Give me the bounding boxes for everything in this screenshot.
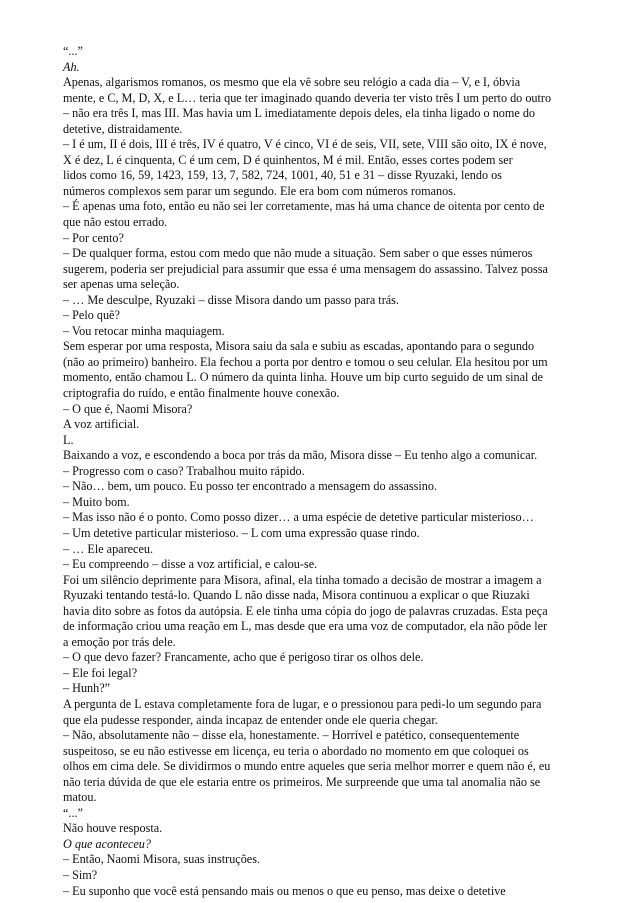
text-line: que não estou errado. [63,215,168,230]
text-line: O que aconteceu? [63,836,151,851]
text-line: A voz artificial. [63,417,140,432]
text-line: olhos em cima dele. Se dividirmos o mundo entre aqueles que seria melhor morrer e quem não é, eu [63,759,551,774]
text-line: “...” [63,805,83,820]
text-line: não teria dúvida de que ele estaria entre os primeiros. Me surpreende que uma tal anomalia não se [63,774,541,789]
text-line: – Hunh?” [63,681,111,696]
text-line: detetive, distraidamente. [63,121,183,136]
text-line: (não ao primeiro) banheiro. Ela fechou a porta por dentro e tomou o seu celular. Ela hesitou por um [63,354,548,369]
text-line: havia dito sobre as fotos da autópsia. E ele tinha uma cópia do jogo de palavras cruzadas. Esta peça [63,603,548,618]
text-line: Ryuzaki tentando testá-lo. Quando L não disse nada, Misora continuou a explicar o que Riuzaki [63,588,530,603]
text-line: – Muito bom. [63,494,130,509]
text-line: Baixando a voz, e escondendo a boca por trás da mão, Misora disse – Eu tenho algo a comunicar. [63,448,538,463]
text-line: que ela pudesse responder, ainda incapaz de entender onde ele queria chegar. [63,712,438,727]
text-line: mente, e C, M, D, X, e L… teria que ter imaginado quando deveria ter visto três I um perto do outro [63,90,552,105]
text-line: lidos como 16, 59, 1423, 159, 13, 7, 582, 724, 1001, 40, 51 e 31 – disse Ryuzaki, lendo os [63,168,502,183]
text-line: – De qualquer forma, estou com medo que não mude a situação. Sem saber o que esses números [63,246,533,261]
text-line: sugerem, poderia ser prejudicial para assumir que essa é uma mensagem do assassino. Talvez possa [63,261,548,276]
document-page [63,44,583,899]
text-line: suspeitoso, se eu não estivesse em licença, eu teria o abordado no momento em que coloquei os [63,743,529,758]
text-line: Sem esperar por uma resposta, Misora saiu da sala e subiu as escadas, apontando para o segundo [63,339,535,354]
text-line: – O que devo fazer? Francamente, acho que é perigoso tirar os olhos dele. [63,650,424,665]
text-line: “...” [63,44,83,58]
text-line: – Eu compreendo – disse a voz artificial, e calou-se. [63,557,318,572]
text-line: matou. [63,790,97,805]
text-line: – … Me desculpe, Ryuzaki – disse Misora dando um passo para trás. [63,292,399,307]
text-line: momento, então chamou L. O número da quinta linha. Houve um bip curto seguido de um sinal de [63,370,543,385]
text-line: – Então, Naomi Misora, suas instruções. [63,852,260,867]
text-line: Ah. [63,59,80,74]
text-line: Foi um silêncio deprimente para Misora, afinal, ela tinha tomado a decisão de mostrar a imagem a [63,572,542,587]
text-line: criptografia do ruído, e então finalmente houve conexão. [63,386,340,401]
text-line: Não houve resposta. [63,821,163,836]
document-body [63,44,583,899]
text-line: – Um detetive particular misterioso. – L com uma expressão quase rindo. [63,525,420,540]
text-line: Apenas, algarismos romanos, os mesmo que ela vê sobre seu relógio a cada dia – V, e I, óbvia [63,75,521,90]
text-line: – Mas isso não é o ponto. Como posso dizer… a uma espécie de detetive particular misterioso… [63,510,534,525]
text-line: – Pelo quê? [63,308,120,323]
text-line: – Não, absolutamente não – disse ela, honestamente. – Horrível e patético, consequentemente [63,728,520,743]
text-line: – não era três I, mas III. Mas havia um L imediatamente depois deles, ela tinha ligado o nome do [63,106,536,121]
text-line: – I é um, II é dois, III é três, IV é quatro, V é cinco, VI é de seis, VII, sete, VIII são oito, IX é nove, [63,137,547,152]
text-line: de informação criou uma reação em L, mas desde que era uma voz de computador, ela não pôde ler [63,619,548,634]
text-line: – Vou retocar minha maquiagem. [63,323,225,338]
text-line: – Sim? [63,867,98,882]
text-line: – … Ele apareceu. [63,541,154,556]
text-line: – Não… bem, um pouco. Eu posso ter encontrado a mensagem do assassino. [63,479,438,494]
text-line: – Progresso com o caso? Trabalhou muito rápido. [63,463,305,478]
text-line: L. [63,432,74,447]
text-line: – É apenas uma foto, então eu não sei ler corretamente, mas há uma chance de oitenta por cento de [63,199,545,214]
text-line: – Eu suponho que você está pensando mais ou menos o que eu penso, mas deixe o detetive [63,883,506,898]
text-line: a emoção por trás dele. [63,634,176,649]
text-line: A pergunta de L estava completamente fora de lugar, e o pressionou para pedi-lo um segundo para [63,696,542,711]
text-line: números complexos sem parar um segundo. Ele era bom com números romanos. [63,183,456,198]
text-line: X é dez, L é cinquenta, C é um cem, D é quinhentos, M é mil. Então, esses cortes podem ser [63,152,513,167]
text-line: – Ele foi legal? [63,665,138,680]
text-line: – O que é, Naomi Misora? [63,401,193,416]
text-line: – Por cento? [63,230,124,245]
text-line: ser apenas uma seleção. [63,277,180,292]
